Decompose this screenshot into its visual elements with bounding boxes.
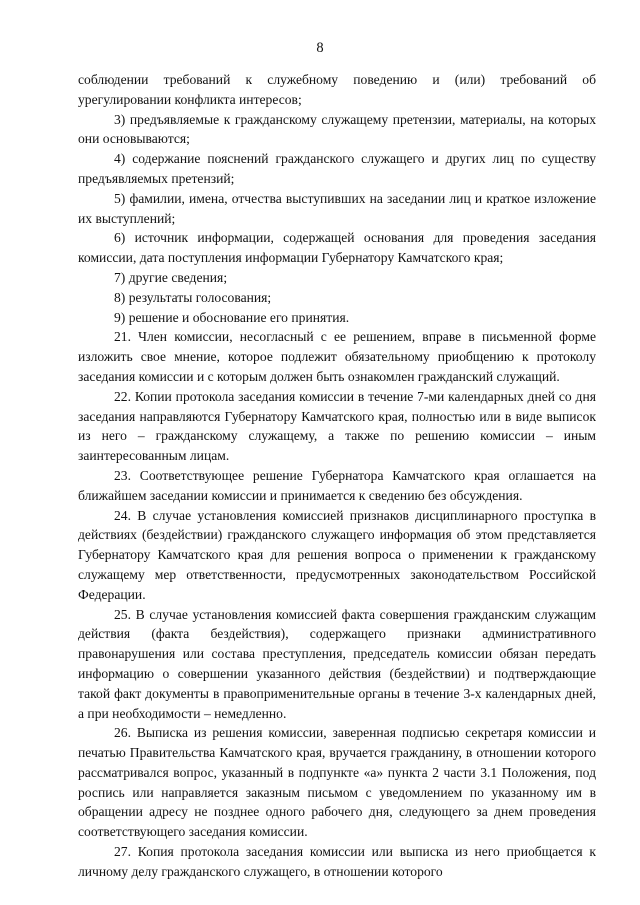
- clause-21: 21. Член комиссии, несогласный с ее решением, вправе в письменной форме изложить свое мнение, которое подлежит обязательному приобщению к протоколу заседания комиссии и с которым должен быть ознакомлен гражданский служащий.: [78, 329, 596, 384]
- list-item-9: 9) решение и обоснование его принятия.: [114, 309, 350, 325]
- page-number: 8: [316, 40, 324, 56]
- list-item-6: 6) источник информации, содержащей основания для проведения заседания комиссии, дата поступления информации Губернатору Камчатского края;: [78, 230, 596, 266]
- clause-25: 25. В случае установления комиссией факта совершения гражданским служащим действия (факта бездействия), содержащего признаки административного правонарушения или состава преступления, председатель комиссии обязан передать информацию о совершении указанного действия (бездействии) и подтверждающие такой факт документы в правоприменительные органы в течение 3-х календарных дней, а при необходимости – немедленно.: [78, 606, 596, 721]
- document-body: [78, 70, 596, 882]
- clause-27: 27. Копия протокола заседания комиссии или выписка из него приобщается к личному делу гражданского служащего, в отношении которого: [78, 844, 596, 879]
- paragraph-continuation: соблюдении требований к служебному поведению и (или) требований об урегулировании конфликта интересов;: [78, 72, 596, 107]
- clause-22: 22. Копии протокола заседания комиссии в течение 7-ми календарных дней со дня заседания направляются Губернатору Камчатского края, полностью или в виде выписок из него – гражданскому служащему, а также по решению комиссии – иным заинтересованным лицам.: [78, 388, 596, 464]
- list-item-4: 4) содержание пояснений гражданского служащего и других лиц по существу предъявляемых претензий;: [78, 151, 596, 186]
- list-item-5: 5) фамилии, имена, отчества выступивших на заседании лиц и краткое изложение их выступлений;: [78, 190, 596, 226]
- clause-23: 23. Соответствующее решение Губернатора Камчатского края оглашается на ближайшем заседании комиссии и принимается к сведению без обсуждения.: [78, 467, 596, 503]
- list-item-7: 7) другие сведения;: [114, 269, 228, 285]
- clause-24: 24. В случае установления комиссией признаков дисциплинарного проступка в действиях (бездействии) гражданского служащего информация об этом представляется Губернатору Камчатского края для решения вопроса о применении к гражданскому служащему мер ответственности, предусмотренных законодательством Российской Федерации.: [78, 507, 596, 602]
- list-item-3: 3) предъявляемые к гражданскому служащему претензии, материалы, на которых они основываются;: [78, 111, 596, 147]
- clause-26: 26. Выписка из решения комиссии, заверенная подписью секретаря комиссии и печатью Правительства Камчатского края, вручается гражданину, в отношении которого рассматривался вопрос, указанный в подпункте «а» пункта 2 части 3.1 Положения, под роспись или направляется заказным письмом с уведомлением по указанному им в обращении адресу не позднее одного рабочего дня, следующего за днем проведения соответствующего заседания комиссии.: [78, 725, 596, 840]
- list-item-8: 8) результаты голосования;: [114, 289, 272, 305]
